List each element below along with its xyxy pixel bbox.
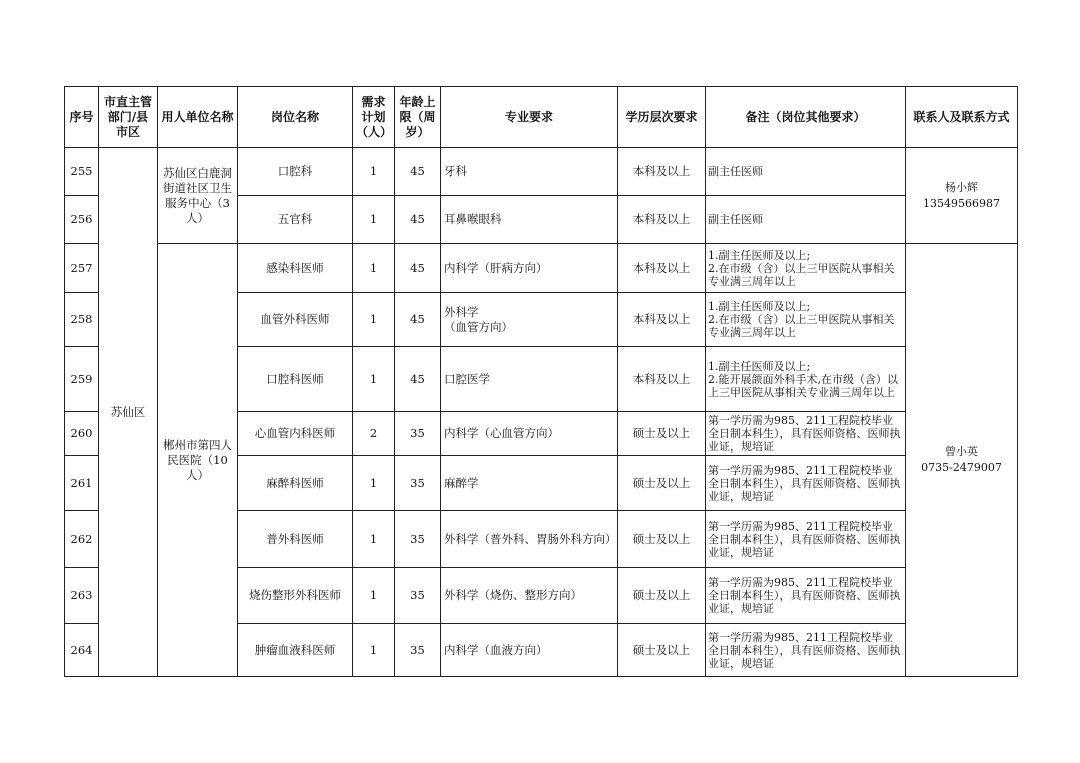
- post-cell: 口腔科: [238, 148, 353, 196]
- major-cell: 口腔医学: [441, 347, 618, 412]
- seq-cell: 256: [65, 196, 99, 244]
- major-cell: 麻醉学: [441, 456, 618, 511]
- note-cell: 第一学历需为985、211工程院校毕业全日制本科生），具有医师资格、医师执业证，规培证: [706, 624, 906, 677]
- count-cell: 1: [353, 148, 395, 196]
- header-age: 年龄上限（周岁）: [395, 87, 441, 148]
- count-cell: 1: [353, 244, 395, 293]
- major-cell: 外科学（普外科、胃肠外科方向）: [441, 511, 618, 568]
- edu-cell: 本科及以上: [618, 244, 706, 293]
- post-cell: 普外科医师: [238, 511, 353, 568]
- age-cell: 35: [395, 456, 441, 511]
- seq-cell: 259: [65, 347, 99, 412]
- age-cell: 45: [395, 293, 441, 347]
- age-cell: 45: [395, 148, 441, 196]
- recruitment-table: [64, 86, 1018, 677]
- post-cell: 五官科: [238, 196, 353, 244]
- edu-cell: 本科及以上: [618, 293, 706, 347]
- count-cell: 2: [353, 412, 395, 456]
- age-cell: 45: [395, 244, 441, 293]
- note-cell: 1.副主任医师及以上; 2.在市级（含）以上三甲医院从事相关专业满三周年以上: [706, 293, 906, 347]
- count-cell: 1: [353, 196, 395, 244]
- seq-cell: 264: [65, 624, 99, 677]
- header-row: [65, 87, 1018, 148]
- header-unit: 用人单位名称: [158, 87, 238, 148]
- contact-phone: 0735-2479007: [921, 461, 1002, 474]
- district-cell: 苏仙区: [99, 148, 158, 677]
- edu-cell: 硕士及以上: [618, 412, 706, 456]
- seq-cell: 257: [65, 244, 99, 293]
- age-cell: 35: [395, 511, 441, 568]
- note-cell: 第一学历需为985、211工程院校毕业全日制本科生），具有医师资格、医师执业证，规培证: [706, 412, 906, 456]
- edu-cell: 硕士及以上: [618, 456, 706, 511]
- count-cell: 1: [353, 511, 395, 568]
- edu-cell: 硕士及以上: [618, 511, 706, 568]
- count-cell: 1: [353, 456, 395, 511]
- edu-cell: 本科及以上: [618, 347, 706, 412]
- header-major: 专业要求: [441, 87, 618, 148]
- table-row: [65, 244, 1018, 293]
- count-cell: 1: [353, 347, 395, 412]
- post-cell: 口腔科医师: [238, 347, 353, 412]
- edu-cell: 硕士及以上: [618, 624, 706, 677]
- note-cell: 1.副主任医师及以上; 2.在市级（含）以上三甲医院从事相关专业满三周年以上: [706, 244, 906, 293]
- post-cell: 麻醉科医师: [238, 456, 353, 511]
- contact-name: 杨小辉: [945, 180, 978, 194]
- major-cell: 外科学（烧伤、整形方向）: [441, 568, 618, 624]
- seq-cell: 262: [65, 511, 99, 568]
- contact-cell: [906, 148, 1018, 244]
- contact-phone: 13549566987: [923, 196, 1000, 210]
- header-dept: 市直主管部门/县市区: [99, 87, 158, 148]
- count-cell: 1: [353, 293, 395, 347]
- header-seq: 序号: [65, 87, 99, 148]
- seq-cell: 260: [65, 412, 99, 456]
- seq-cell: 263: [65, 568, 99, 624]
- age-cell: 35: [395, 624, 441, 677]
- note-cell: 第一学历需为985、211工程院校毕业全日制本科生），具有医师资格、医师执业证，规培证: [706, 456, 906, 511]
- seq-cell: 258: [65, 293, 99, 347]
- seq-cell: 261: [65, 456, 99, 511]
- unit-cell: 苏仙区白鹿洞街道社区卫生服务中心（3人）: [158, 148, 238, 244]
- header-count: 需求计划（人）: [353, 87, 395, 148]
- contact-cell: [906, 244, 1018, 677]
- edu-cell: 本科及以上: [618, 196, 706, 244]
- count-cell: 1: [353, 624, 395, 677]
- header-edu: 学历层次要求: [618, 87, 706, 148]
- major-cell: 外科学 （血管方向）: [441, 293, 618, 347]
- count-cell: 1: [353, 568, 395, 624]
- post-cell: 心血管内科医师: [238, 412, 353, 456]
- post-cell: 肿瘤血液科医师: [238, 624, 353, 677]
- edu-cell: 本科及以上: [618, 148, 706, 196]
- header-note: 备注（岗位其他要求）: [706, 87, 906, 148]
- age-cell: 35: [395, 412, 441, 456]
- major-cell: 内科学（血液方向）: [441, 624, 618, 677]
- note-cell: 1.副主任医师及以上; 2.能开展颌面外科手术,在市级（含）以上三甲医院从事相关专业满三周年以上: [706, 347, 906, 412]
- age-cell: 35: [395, 568, 441, 624]
- major-cell: 耳鼻喉眼科: [441, 196, 618, 244]
- table-row: [65, 148, 1018, 196]
- contact-name: 曾小英: [945, 445, 978, 458]
- post-cell: 烧伤整形外科医师: [238, 568, 353, 624]
- age-cell: 45: [395, 347, 441, 412]
- major-cell: 牙科: [441, 148, 618, 196]
- note-cell: 第一学历需为985、211工程院校毕业全日制本科生），具有医师资格、医师执业证，规培证: [706, 568, 906, 624]
- header-post: 岗位名称: [238, 87, 353, 148]
- note-cell: 第一学历需为985、211工程院校毕业全日制本科生），具有医师资格、医师执业证，规培证: [706, 511, 906, 568]
- seq-cell: 255: [65, 148, 99, 196]
- major-cell: 内科学（心血管方向）: [441, 412, 618, 456]
- header-contact: 联系人及联系方式: [906, 87, 1018, 148]
- age-cell: 45: [395, 196, 441, 244]
- note-cell: 副主任医师: [706, 148, 906, 196]
- table-body: [65, 148, 1018, 677]
- note-cell: 副主任医师: [706, 196, 906, 244]
- post-cell: 感染科医师: [238, 244, 353, 293]
- post-cell: 血管外科医师: [238, 293, 353, 347]
- major-cell: 内科学（肝病方向）: [441, 244, 618, 293]
- unit-cell: 郴州市第四人民医院（10人）: [158, 244, 238, 677]
- edu-cell: 硕士及以上: [618, 568, 706, 624]
